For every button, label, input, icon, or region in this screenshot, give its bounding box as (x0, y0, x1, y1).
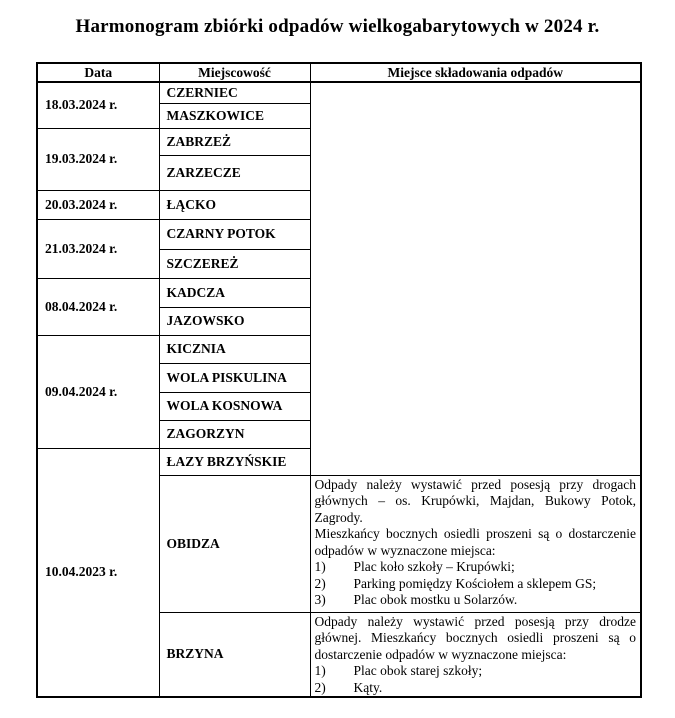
date-cell: 10.04.2023 r. (37, 448, 159, 697)
numbered-list-item (315, 559, 637, 576)
list-item-text: Plac obok starej szkoły; (353, 663, 483, 678)
town-cell: CZERNIEC (159, 82, 310, 103)
list-item-text: Plac koło szkoły – Krupówki; (353, 559, 515, 574)
town-cell: ZABRZEŻ (159, 128, 310, 155)
column-header-town: Miejscowość (159, 63, 310, 82)
town-cell: BRZYNA (159, 612, 310, 697)
date-cell: 20.03.2024 r. (37, 190, 159, 219)
town-cell: MASZKOWICE (159, 103, 310, 128)
town-cell: WOLA PISKULINA (159, 363, 310, 392)
town-cell: KADCZA (159, 278, 310, 307)
date-cell: 19.03.2024 r. (37, 128, 159, 190)
column-header-date: Data (37, 63, 159, 82)
numbered-list-item (315, 663, 637, 680)
town-cell: OBIDZA (159, 475, 310, 612)
numbered-list-item (315, 592, 637, 609)
schedule-table-header (37, 63, 641, 82)
date-cell: 08.04.2024 r. (37, 278, 159, 335)
list-item-text: Parking pomiędzy Kościołem a sklepem GS; (353, 575, 597, 591)
list-number: 3) (314, 592, 326, 607)
table-row (37, 82, 641, 103)
town-cell: ŁAZY BRZYŃSKIE (159, 448, 310, 475)
town-cell: ZARZECZE (159, 155, 310, 190)
column-header-waste-location: Miejsce składowania odpadów (310, 63, 641, 82)
schedule-table-body (37, 82, 641, 697)
date-cell: 18.03.2024 r. (37, 82, 159, 128)
list-number: 1) (314, 663, 326, 678)
town-cell: JAZOWSKO (159, 307, 310, 335)
date-cell: 09.04.2024 r. (37, 335, 159, 448)
town-cell: CZARNY POTOK (159, 219, 310, 249)
list-number: 2) (314, 575, 326, 591)
numbered-list-item (315, 576, 637, 593)
town-cell: KICZNIA (159, 335, 310, 363)
town-cell: ŁĄCKO (159, 190, 310, 219)
town-cell: WOLA KOSNOWA (159, 392, 310, 420)
list-item-text: Plac obok mostku u Solarzów. (353, 592, 518, 607)
waste-location-empty-cell (310, 82, 641, 475)
note-paragraph: Odpady należy wystawić przed posesją przy drodze głównej. Mieszkańcy bocznych osiedli proszeni są o dostarczenie odpadów w wyznaczone miejsca: (314, 613, 636, 662)
waste-location-cell (310, 475, 641, 612)
schedule-table (36, 62, 642, 698)
header-row (37, 63, 641, 82)
town-cell: SZCZEREŻ (159, 249, 310, 278)
list-item-text: Kąty. (353, 679, 383, 695)
list-number: 1) (314, 559, 326, 574)
note-paragraph: Mieszkańcy bocznych osiedli proszeni są o dostarczenie odpadów w wyznaczone miejsca: (314, 526, 636, 558)
numbered-list-item (315, 680, 637, 697)
page-title: Harmonogram zbiórki odpadów wielkogabarytowych w 2024 r. (75, 16, 600, 37)
list-number: 2) (314, 679, 326, 695)
date-cell: 21.03.2024 r. (37, 219, 159, 278)
town-cell: ZAGORZYN (159, 420, 310, 448)
note-paragraph: Odpady należy wystawić przed posesją przy drogach głównych – os. Krupówki, Majdan, Bukowy Potok, Zagrody. (314, 476, 636, 525)
waste-location-cell (310, 612, 641, 697)
